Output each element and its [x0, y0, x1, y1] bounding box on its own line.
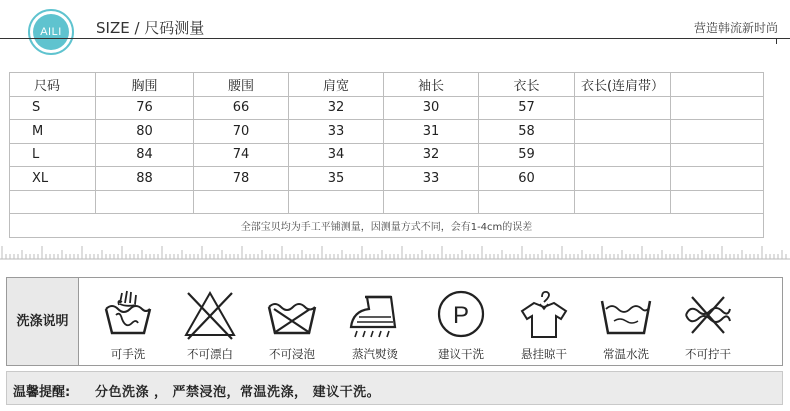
table-cell — [671, 167, 764, 191]
table-cell — [671, 120, 764, 144]
size-title: SIZE / 尺码测量 — [96, 19, 205, 37]
table-row — [10, 190, 764, 214]
column-header: 胸围 — [96, 73, 194, 97]
header-divider-tick — [776, 38, 777, 44]
table-cell: 59 — [479, 143, 575, 167]
tip-text: 分色洗涤 ， 严禁浸泡，常温洗涤， 建议干洗。 — [95, 385, 381, 400]
care-tip-bar — [6, 371, 783, 405]
table-note-row — [10, 214, 764, 238]
table-cell: 58 — [479, 120, 575, 144]
column-header: 衣长(连肩带） — [575, 73, 671, 97]
size-chart-table — [9, 72, 764, 238]
table-cell: 31 — [384, 120, 479, 144]
table-cell — [671, 143, 764, 167]
tip-label: 温馨提醒: — [13, 385, 71, 400]
table-cell — [671, 190, 764, 214]
table-cell: 34 — [289, 143, 384, 167]
table-cell — [575, 143, 671, 167]
table-cell: 32 — [384, 143, 479, 167]
table-cell: 84 — [96, 143, 194, 167]
table-cell: 57 — [479, 96, 575, 120]
column-header: 衣长 — [479, 73, 575, 97]
care-label: 建议干洗 — [438, 347, 484, 361]
table-cell: 70 — [194, 120, 289, 144]
care-item-hand-wash — [87, 278, 169, 365]
header — [0, 0, 790, 62]
dry-clean-icon — [433, 289, 489, 341]
table-cell: 30 — [384, 96, 479, 120]
care-label: 不可拧干 — [685, 347, 731, 361]
care-label: 不可浸泡 — [269, 347, 315, 361]
table-cell: S — [10, 96, 96, 120]
table-row — [10, 143, 764, 167]
table-cell: 78 — [194, 167, 289, 191]
table-cell — [671, 96, 764, 120]
table-cell: 33 — [289, 120, 384, 144]
header-divider — [0, 38, 790, 39]
care-item-no-soak — [251, 278, 333, 365]
no-bleach-icon — [182, 289, 238, 341]
table-header-row — [10, 73, 764, 97]
table-cell — [575, 167, 671, 191]
column-header: 尺码 — [10, 73, 96, 97]
table-cell: 35 — [289, 167, 384, 191]
care-label: 可手洗 — [110, 347, 146, 361]
table-cell — [479, 190, 575, 214]
table-cell — [194, 190, 289, 214]
table-cell: XL — [10, 167, 96, 191]
logo-text: AILI — [33, 14, 69, 50]
column-header: 腰围 — [194, 73, 289, 97]
table-cell: 66 — [194, 96, 289, 120]
table-cell: L — [10, 143, 96, 167]
care-item-hang-dry — [503, 278, 585, 365]
table-cell — [384, 190, 479, 214]
brand-logo — [28, 9, 74, 55]
column-header: 肩宽 — [289, 73, 384, 97]
care-item-normal-wash — [585, 278, 667, 365]
wash-instructions-panel — [6, 277, 783, 366]
table-row — [10, 120, 764, 144]
table-cell: 33 — [384, 167, 479, 191]
care-item-no-wring — [667, 278, 749, 365]
table-cell — [10, 190, 96, 214]
table-cell: 88 — [96, 167, 194, 191]
care-label: 蒸汽熨烫 — [352, 347, 398, 361]
care-label: 悬挂晾干 — [521, 347, 567, 361]
table-cell — [575, 120, 671, 144]
table-row — [10, 167, 764, 191]
table-cell: 74 — [194, 143, 289, 167]
wash-instructions-label: 洗涤说明 — [7, 278, 79, 365]
table-cell: 60 — [479, 167, 575, 191]
hang-dry-icon — [516, 289, 572, 341]
table-cell: 32 — [289, 96, 384, 120]
ruler-ticks — [0, 244, 790, 260]
normal-wash-icon — [598, 289, 654, 341]
care-label: 常温水洗 — [603, 347, 649, 361]
table-cell — [575, 190, 671, 214]
steam-iron-icon — [347, 289, 403, 341]
table-cell — [289, 190, 384, 214]
slogan: 营造韩流新时尚 — [693, 21, 778, 35]
ruler-divider — [0, 244, 790, 260]
table-row — [10, 96, 764, 120]
table-cell: M — [10, 120, 96, 144]
measurement-note: 全部宝贝均为手工平铺测量，因测量方式不同，会有1-4cm的误差 — [10, 214, 764, 238]
table-cell: 80 — [96, 120, 194, 144]
svg-text:P: P — [452, 302, 470, 329]
column-header — [671, 73, 764, 97]
care-item-no-bleach — [169, 278, 251, 365]
table-cell — [96, 190, 194, 214]
care-item-steam-iron — [334, 278, 416, 365]
table-cell — [575, 96, 671, 120]
no-wring-icon — [680, 289, 736, 341]
hand-wash-icon — [100, 289, 156, 341]
no-soak-icon — [264, 289, 320, 341]
column-header: 袖长 — [384, 73, 479, 97]
table-cell: 76 — [96, 96, 194, 120]
care-label: 不可漂白 — [187, 347, 233, 361]
care-item-dry-clean — [420, 278, 502, 365]
